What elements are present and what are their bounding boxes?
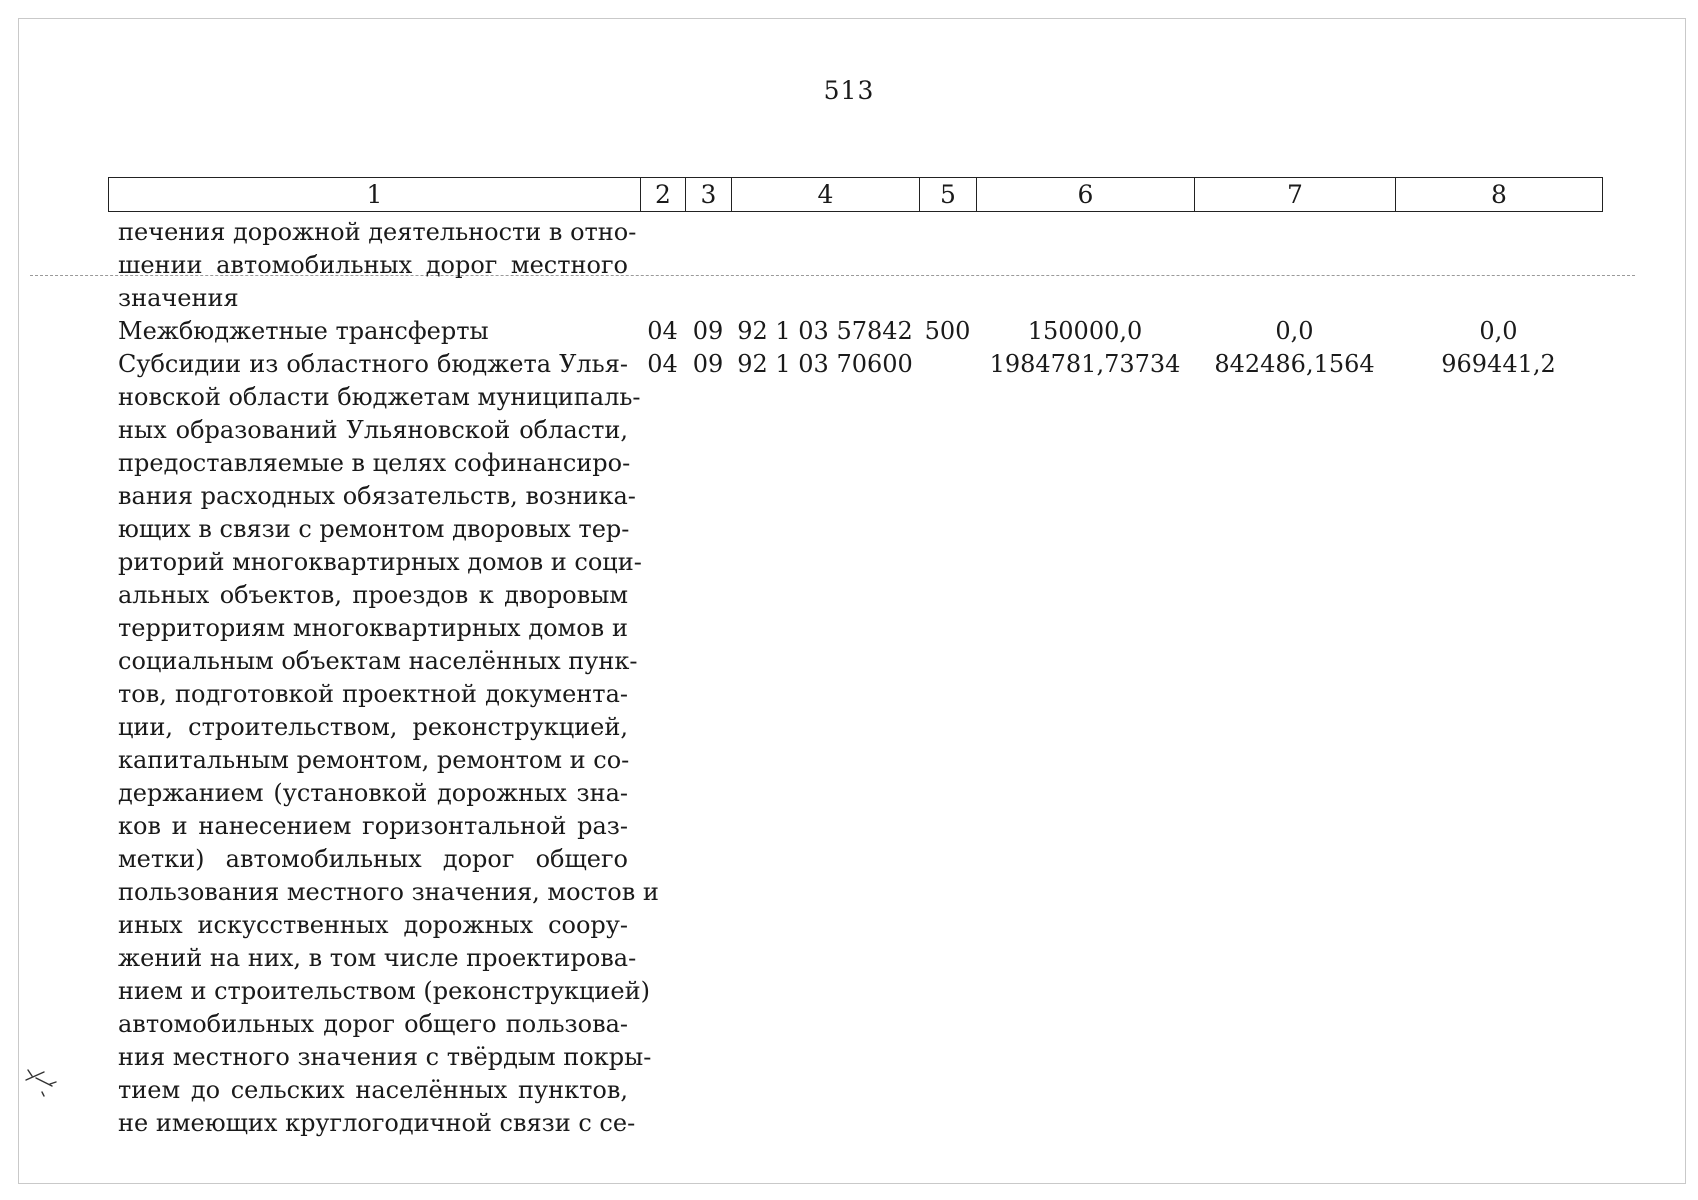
continuation-line: печения дорожной деятельности в отно- <box>118 218 637 246</box>
description-line: новской области бюджетам муниципаль- <box>118 383 641 411</box>
description-line: держанием (установкой дорожных зна- <box>118 779 628 807</box>
description-line: пользования местного значения, мостов и <box>118 878 659 906</box>
cell-amount-8: 969441,2 <box>1441 350 1556 378</box>
continuation-line: шении автомобильных дорог местного <box>118 251 628 279</box>
cell-target-code: 92 1 03 70600 <box>737 350 913 378</box>
cell-section: 04 <box>647 317 678 345</box>
description-line: автомобильных дорог общего пользова- <box>118 1010 628 1038</box>
cell-amount-7: 842486,1564 <box>1214 350 1375 378</box>
header-col-8: 8 <box>1396 178 1603 212</box>
description-line: жений на них, в том числе проектирова- <box>118 944 637 972</box>
header-col-4: 4 <box>732 178 920 212</box>
cell-section: 04 <box>647 350 678 378</box>
cell-amount-6: 1984781,73734 <box>989 350 1181 378</box>
cell-amount-7: 0,0 <box>1275 317 1314 345</box>
description-line: вания расходных обязательств, возника- <box>118 482 636 510</box>
description-line: нием и строительством (реконструкцией) <box>118 977 650 1005</box>
header-col-5: 5 <box>920 178 977 212</box>
column-header-row <box>108 177 1603 212</box>
cell-expense-type: 500 <box>924 317 971 345</box>
description-line: ния местного значения с твёрдым покры- <box>118 1043 652 1071</box>
description-line: тов, подготовкой проектной документа- <box>118 680 628 708</box>
description-line: социальным объектам населённых пунк- <box>118 647 638 675</box>
header-col-2: 2 <box>641 178 686 212</box>
row-label: Межбюджетные трансферты <box>118 317 489 345</box>
description-line: тием до сельских населённых пунктов, <box>118 1076 628 1104</box>
description-line: территориям многоквартирных домов и <box>118 614 628 642</box>
page-number: 513 <box>823 76 875 105</box>
description-line: предоставляемые в целях софинансиро- <box>118 449 631 477</box>
cell-subsection: 09 <box>692 350 724 378</box>
continuation-description <box>118 216 637 315</box>
description-line: ции, строительством, реконструкцией, <box>118 713 628 741</box>
description-line: метки) автомобильных дорог общего <box>118 845 628 873</box>
description-line: ков и нанесением горизонтальной раз- <box>118 812 628 840</box>
description-line: альных объектов, проездов к дворовым <box>118 581 628 609</box>
continuation-line: значения <box>118 284 239 312</box>
description-line: иных искусственных дорожных соору- <box>118 911 628 939</box>
description-line: Субсидии из областного бюджета Улья- <box>118 350 628 378</box>
description-line: ющих в связи с ремонтом дворовых тер- <box>118 515 630 543</box>
cell-subsection: 09 <box>692 317 724 345</box>
cell-amount-8: 0,0 <box>1479 317 1518 345</box>
description-line: капитальным ремонтом, ремонтом и со- <box>118 746 630 774</box>
cell-amount-6: 150000,0 <box>1027 317 1143 345</box>
subsidies-description <box>118 348 659 1140</box>
cell-target-code: 92 1 03 57842 <box>737 317 913 345</box>
header-col-1: 1 <box>109 178 641 212</box>
description-line: не имеющих круглогодичной связи с се- <box>118 1109 636 1137</box>
description-line: риторий многоквартирных домов и соци- <box>118 548 642 576</box>
description-line: ных образований Ульяновской области, <box>118 416 628 444</box>
header-col-6: 6 <box>977 178 1195 212</box>
margin-pen-mark <box>22 1062 62 1102</box>
header-col-3: 3 <box>686 178 732 212</box>
header-col-7: 7 <box>1195 178 1396 212</box>
